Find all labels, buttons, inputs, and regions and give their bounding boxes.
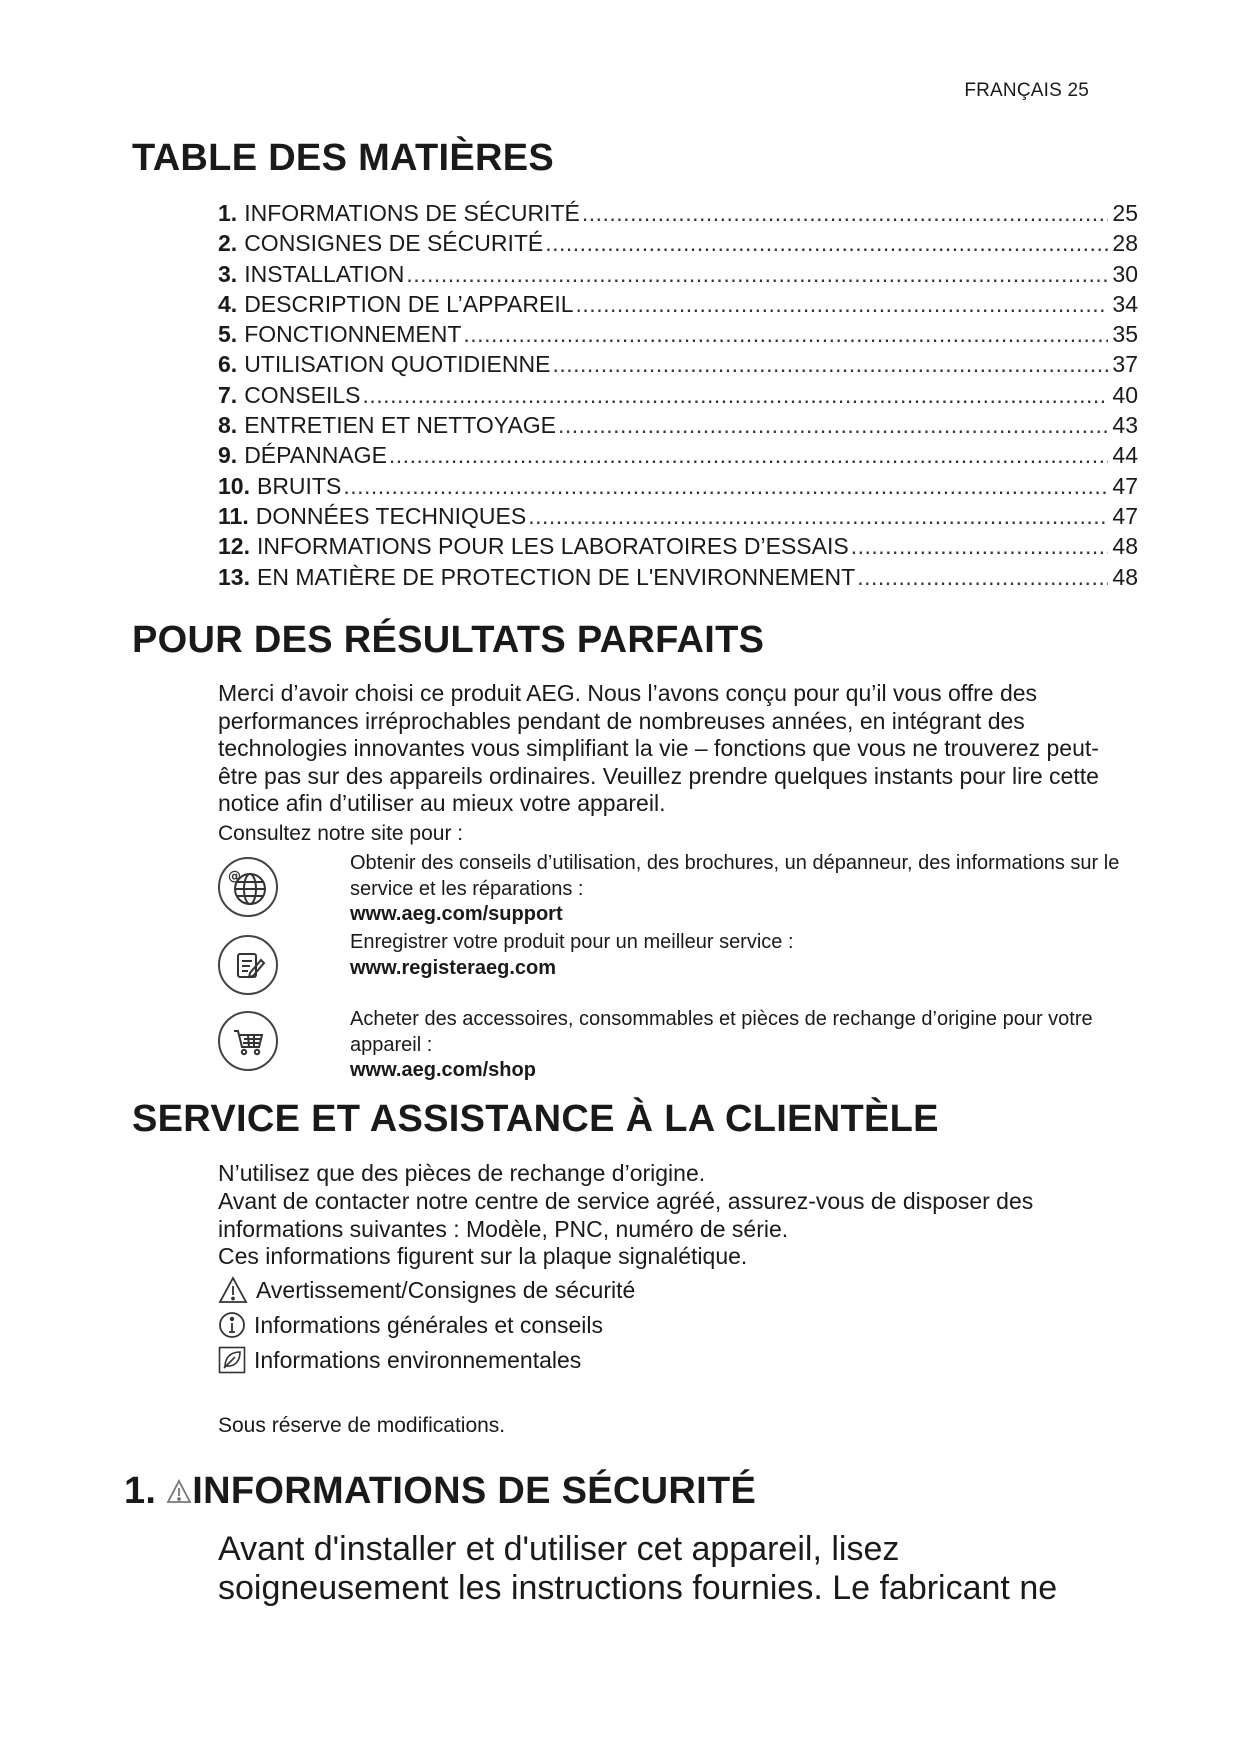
toc-entry-number: 4. <box>218 290 238 317</box>
toc-entry[interactable] <box>218 440 1138 470</box>
toc-leader-dots <box>582 198 1108 228</box>
page-header: FRANÇAIS 25 <box>964 80 1089 101</box>
support-text: Obtenir des conseils d’utilisation, des brochures, un dépanneur, des informations sur le service et les réparations : <box>350 852 1120 900</box>
register-text: Enregistrer votre produit pour un meilleur service : <box>350 931 794 953</box>
symbol-info-row <box>218 1311 603 1339</box>
symbol-env-row <box>218 1346 581 1374</box>
toc-entry-page: 34 <box>1112 290 1138 317</box>
toc-entry-label: CONSEILS <box>244 381 361 408</box>
toc-leader-dots <box>558 410 1108 440</box>
toc-entry-label: INFORMATIONS POUR LES LABORATOIRES D’ESSAIS <box>256 533 849 560</box>
safety-title: INFORMATIONS DE SÉCURITÉ <box>192 1470 757 1512</box>
toc-entry-page: 40 <box>1112 381 1138 408</box>
toc-entry-label: DONNÉES TECHNIQUES <box>255 502 527 529</box>
toc-entry-page: 48 <box>1112 563 1138 590</box>
toc-entry-page: 30 <box>1112 260 1138 287</box>
symbol-warning-row <box>218 1276 635 1304</box>
symbol-env-label: Informations environnementales <box>254 1346 582 1373</box>
toc-entry-label: ENTRETIEN ET NETTOYAGE <box>244 412 557 439</box>
symbol-warning-label: Avertissement/Consignes de sécurité <box>256 1276 636 1303</box>
warning-icon <box>166 1479 192 1505</box>
toc-leader-dots <box>389 440 1108 470</box>
toc-entry[interactable] <box>218 198 1138 228</box>
toc-entry-label: INSTALLATION <box>244 260 405 287</box>
service-line-1: N’utilisez que des pièces de rechange d’origine. <box>218 1160 706 1186</box>
toc-leader-dots <box>528 501 1108 531</box>
toc-entry-page: 44 <box>1112 442 1138 469</box>
toc-entry[interactable] <box>218 471 1138 501</box>
toc-leader-dots <box>406 259 1108 289</box>
toc-entry[interactable] <box>218 349 1138 379</box>
toc-entry-page: 48 <box>1112 533 1138 560</box>
toc-entry-number: 2. <box>218 230 238 257</box>
consult-text: Consultez notre site pour : <box>218 822 464 845</box>
toc-entry[interactable] <box>218 319 1138 349</box>
cart-icon <box>218 1011 278 1071</box>
toc-entry-page: 47 <box>1112 472 1138 499</box>
results-title: POUR DES RÉSULTATS PARFAITS <box>132 619 765 661</box>
toc-entry[interactable] <box>218 562 1138 592</box>
toc-entry-number: 8. <box>218 412 238 439</box>
toc-entry[interactable] <box>218 531 1138 561</box>
svg-text:@: @ <box>228 869 241 884</box>
toc-entry-number: 5. <box>218 321 238 348</box>
toc-entry-page: 25 <box>1112 200 1138 226</box>
safety-heading <box>124 1470 756 1513</box>
toc-entry-label: INFORMATIONS DE SÉCURITÉ <box>244 200 580 226</box>
service-line-2: Avant de contacter notre centre de service agréé, assurez-vous de disposer des informations suivantes : Modèle, PNC, numéro de série. <box>218 1188 1034 1242</box>
notice-text: Sous réserve de modifications. <box>218 1414 506 1437</box>
toc-leader-dots <box>463 319 1108 349</box>
toc-title: TABLE DES MATIÈRES <box>132 137 555 179</box>
globe-icon <box>218 857 278 917</box>
toc-entry[interactable] <box>218 380 1138 410</box>
toc-leader-dots <box>576 289 1108 319</box>
toc-entry-number: 10. <box>218 472 250 499</box>
register-link[interactable]: www.registeraeg.com <box>350 956 556 979</box>
toc-leader-dots <box>851 531 1108 561</box>
service-line-3: Ces informations figurent sur la plaque signalétique. <box>218 1243 748 1269</box>
toc-entry-page: 37 <box>1112 351 1138 378</box>
toc-entry-label: EN MATIÈRE DE PROTECTION DE L'ENVIRONNEMENT <box>256 563 856 590</box>
warning-icon <box>218 1276 248 1304</box>
toc-leader-dots <box>545 228 1108 258</box>
toc-entry-number: 12. <box>218 533 250 560</box>
toc-entry-page: 47 <box>1112 502 1138 529</box>
toc-entry-label: CONSIGNES DE SÉCURITÉ <box>244 230 544 257</box>
info-icon <box>218 1311 246 1339</box>
shop-text: Acheter des accessoires, consommables et pièces de rechange d’origine pour votre appareil : <box>350 1008 1093 1056</box>
toc-entry-number: 3. <box>218 260 238 287</box>
toc-entry-number: 1. <box>218 200 238 226</box>
toc-entry[interactable] <box>218 259 1138 289</box>
toc-entry[interactable] <box>218 289 1138 319</box>
results-intro: Merci d’avoir choisi ce produit AEG. Nous l’avons conçu pour qu’il vous offre des performances irréprochables pendant de nombreuses années, en intégrant des technologies innovantes vous simplifiant la vie – fonctions que vous ne trouverez peut-être pas sur des appareils ordinaires. Veuillez prendre quelques instants pour lire cette notice afin d’utiliser au mieux votre appareil. <box>218 680 1099 816</box>
toc-entry-label: DESCRIPTION DE L’APPAREIL <box>244 290 574 317</box>
toc-entry-page: 43 <box>1112 412 1138 439</box>
toc-leader-dots <box>552 349 1108 379</box>
service-title: SERVICE ET ASSISTANCE À LA CLIENTÈLE <box>132 1098 939 1140</box>
table-of-contents <box>218 198 1138 592</box>
toc-leader-dots <box>857 562 1108 592</box>
leaf-icon <box>218 1346 246 1374</box>
support-link[interactable]: www.aeg.com/support <box>350 903 563 925</box>
toc-leader-dots <box>343 471 1108 501</box>
toc-entry[interactable] <box>218 410 1138 440</box>
toc-entry-number: 13. <box>218 563 250 590</box>
toc-entry-label: DÉPANNAGE <box>244 442 387 469</box>
symbol-info-label: Informations générales et conseils <box>254 1311 604 1338</box>
toc-entry[interactable] <box>218 228 1138 258</box>
toc-entry-label: FONCTIONNEMENT <box>244 321 462 348</box>
toc-entry-page: 28 <box>1112 230 1138 257</box>
shop-link[interactable]: www.aeg.com/shop <box>350 1059 536 1081</box>
safety-text: Avant d'installer et d'utiliser cet appareil, lisez soigneusement les instructions fournies. Le fabricant ne <box>218 1530 1058 1607</box>
toc-entry-number: 7. <box>218 381 238 408</box>
safety-num: 1. <box>124 1470 157 1512</box>
toc-entry[interactable] <box>218 501 1138 531</box>
toc-entry-label: UTILISATION QUOTIDIENNE <box>244 351 551 378</box>
toc-entry-label: BRUITS <box>256 472 342 499</box>
toc-entry-number: 11. <box>218 502 249 529</box>
toc-entry-number: 6. <box>218 351 238 378</box>
toc-leader-dots <box>363 380 1108 410</box>
register-icon <box>218 935 278 995</box>
toc-entry-page: 35 <box>1112 321 1138 348</box>
toc-entry-number: 9. <box>218 442 238 469</box>
